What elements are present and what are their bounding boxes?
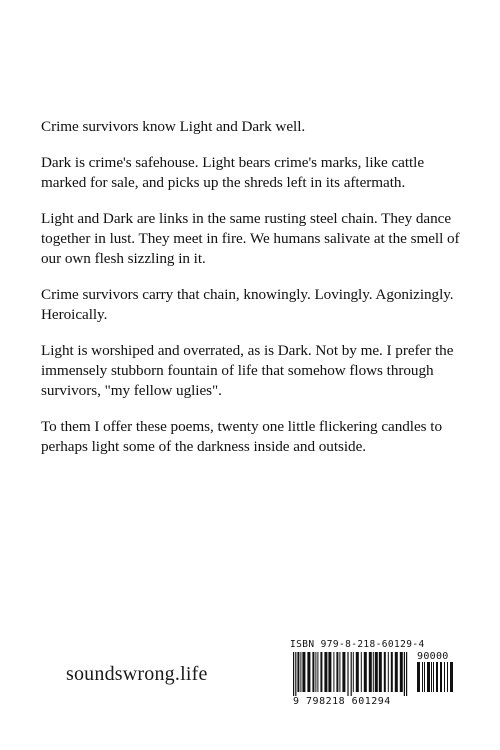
paragraph-1: Crime survivors know Light and Dark well. (41, 118, 306, 135)
paragraph-4: Crime survivors carry that chain, knowingly. Lovingly. Agonizingly. Heroically. (41, 286, 454, 323)
paragraph-6: To them I offer these poems, twenty one little flickering candles to perhaps light some of the darkness inside and outside. (41, 418, 442, 455)
paragraph-3: Light and Dark are links in the same rusting steel chain. They dance together in lust. They meet in fire. We humans salivate at the smell of our own flesh sizzling in it. (41, 210, 460, 267)
blurb-text (41, 117, 471, 473)
paragraph-5: Light is worshiped and overrated, as is Dark. Not by me. I prefer the immensely stubborn fountain of life that somehow flows through survivors, "my fellow uglies". (41, 342, 454, 399)
barcode-bars-icon (289, 652, 455, 696)
paragraph-2: Dark is crime's safehouse. Light bears crime's marks, like cattle marked for sale, and picks up the shreds left in its aftermath. (41, 154, 425, 191)
isbn-digits: 9 798218 601294 (293, 696, 391, 707)
isbn-label: ISBN 979-8-218-60129-4 (290, 639, 425, 650)
website-url: soundswrong.life (66, 663, 208, 685)
price-code: 90000 (417, 651, 449, 662)
